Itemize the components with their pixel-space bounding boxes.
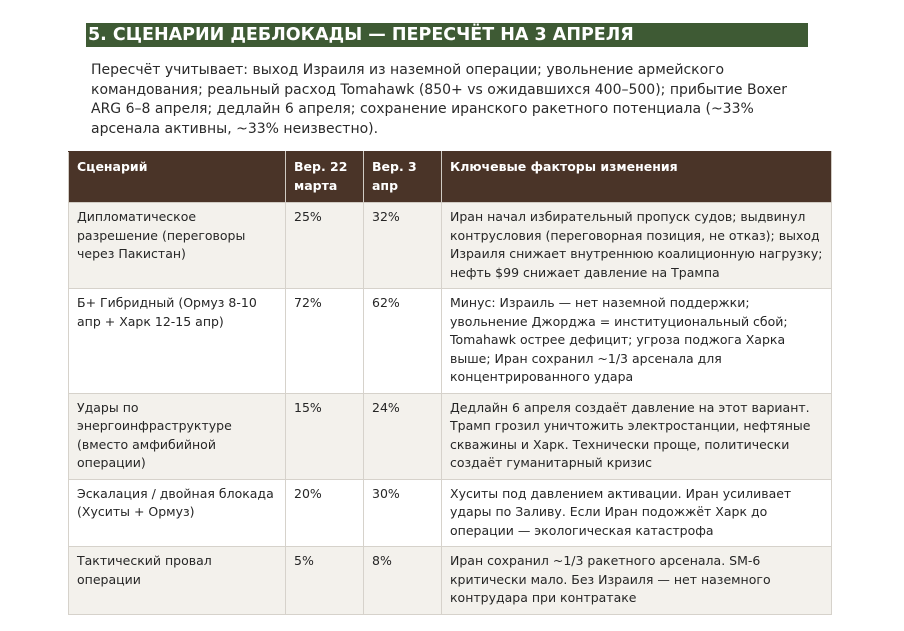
cell-prob-apr3: 32%: [364, 203, 442, 289]
header-prob-mar22: Вер. 22 марта: [286, 152, 364, 203]
cell-prob-apr3: 24%: [364, 393, 442, 479]
table-row: [69, 203, 832, 289]
cell-factors: Иран начал избирательный пропуск судов; выдвинул контрусловия (переговорная позиция, не отказ); выход Израиля снижает внутреннюю коалиционную нагрузку; нефть $99 снижает давление на Трампа: [442, 203, 832, 289]
cell-prob-mar22: 72%: [286, 289, 364, 394]
table-row: [69, 479, 832, 547]
table-header-row: [69, 152, 832, 203]
cell-factors: Иран сохранил ~1/3 ракетного арсенала. SM-6 критически мало. Без Израиля — нет наземного контрудара при контратаке: [442, 547, 832, 615]
header-factors: Ключевые факторы изменения: [442, 152, 832, 203]
header-prob-apr3: Вер. 3 апр: [364, 152, 442, 203]
cell-prob-mar22: 25%: [286, 203, 364, 289]
cell-prob-mar22: 20%: [286, 479, 364, 547]
cell-scenario: Тактический провал операции: [69, 547, 286, 615]
cell-scenario: Б+ Гибридный (Ормуз 8-10 апр + Харк 12-15 апр): [69, 289, 286, 394]
intro-paragraph: Пересчёт учитывает: выход Израиля из наземной операции; увольнение армейского командования; реальный расход Tomahawk (850+ vs ожидавшихся 400–500); прибытие Boxer ARG 6–8 апреля; дедлайн 6 апреля; сохранение иранского ракетного потенциала (~33% арсенала активны, ~33% неизвестно).: [91, 62, 787, 137]
cell-factors: Минус: Израиль — нет наземной поддержки; увольнение Джорджа = институциональный сбой; Tomahawk острее дефицит; угроза поджога Харка выше; Иран сохранил ~1/3 арсенала для концентрированного удара: [442, 289, 832, 394]
section-title: 5. СЦЕНАРИИ ДЕБЛОКАДЫ — ПЕРЕСЧЁТ НА 3 АПРЕЛЯ: [86, 23, 808, 47]
cell-prob-apr3: 30%: [364, 479, 442, 547]
cell-factors: Хуситы под давлением активации. Иран усиливает удары по Заливу. Если Иран подожжёт Харк до операции — экологическая катастрофа: [442, 479, 832, 547]
cell-prob-mar22: 5%: [286, 547, 364, 615]
header-scenario: Сценарий: [69, 152, 286, 203]
cell-scenario: Эскалация / двойная блокада (Хуситы + Ормуз): [69, 479, 286, 547]
table-row: [69, 393, 832, 479]
cell-scenario: Дипломатическое разрешение (переговоры через Пакистан): [69, 203, 286, 289]
cell-scenario: Удары по энергоинфраструктуре (вместо амфибийной операции): [69, 393, 286, 479]
cell-prob-apr3: 62%: [364, 289, 442, 394]
table-row: [69, 547, 832, 615]
scenarios-table: [68, 151, 832, 615]
cell-prob-mar22: 15%: [286, 393, 364, 479]
cell-prob-apr3: 8%: [364, 547, 442, 615]
cell-factors: Дедлайн 6 апреля создаёт давление на этот вариант. Трамп грозил уничтожить электростанции, нефтяные скважины и Харк. Технически проще, политически создаёт гуманитарный кризис: [442, 393, 832, 479]
table-row: [69, 289, 832, 394]
